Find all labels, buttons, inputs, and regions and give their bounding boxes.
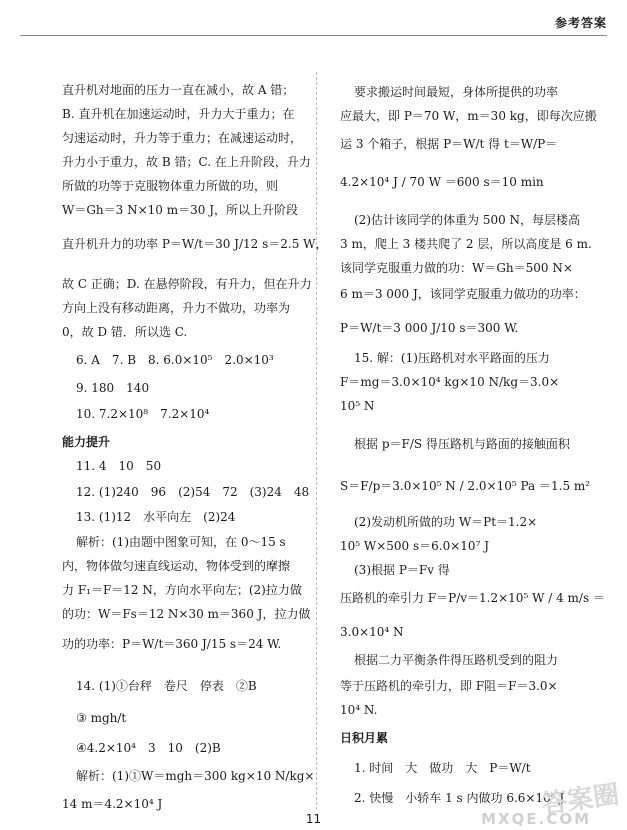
text-line: 要求搬运时间最短，身体所提供的功率 [354,85,559,99]
text-line: 14 m＝4.2×10⁴ J [62,797,163,811]
text-line: 力 F₁＝F＝12 N，方向水平向左；(2)拉力做 [62,583,302,597]
text-line: 0，故 D 错．所以选 C. [62,325,188,339]
text-line: 1. 时间 大 做功 大 P＝W/t [354,761,531,775]
text-line: 内，物体做匀速直线运动，物体受到的摩擦 [62,559,291,573]
text-line: (3)根据 P＝Fv 得 [354,563,450,577]
text-line: 压路机的牵引力 F＝P/v＝1.2×10⁵ W / 4 m/s ＝ [340,591,605,605]
text-line: F＝mg＝3.0×10⁴ kg×10 N/kg＝3.0× [340,375,560,389]
text-line: B. 直升机在加速运动时，升力大于重力；在 [62,107,295,121]
text-line: 解析：(1)①W＝mgh＝300 kg×10 N/kg× [76,769,315,783]
text-line: ③ mgh/t [76,711,127,725]
text-line: 12. (1)240 96 (2)54 72 (3)24 48 [76,485,310,499]
text-line: 10⁴ N. [340,703,378,717]
text-line: 14. (1)①台秤 卷尺 停表 ②B [76,679,257,693]
text-line: 运 3 个箱子，根据 P＝W/t 得 t＝W/P＝ [340,137,558,151]
text-line: 10⁵ N [340,399,375,413]
text-line: 3.0×10⁴ N [340,625,404,639]
text-line: 3 m，爬上 3 楼共爬了 2 层，所以高度是 6 m. [340,237,592,251]
text-line: P＝W/t＝3 000 J/10 s＝300 W. [340,321,519,335]
text-line: 根据 p＝F/S 得压路机与路面的接触面积 [354,437,570,451]
text-line: (2)发动机所做的功 W＝Pt＝1.2× [354,515,538,529]
text-line: 2. 快慢 小轿车 1 s 内做功 6.6×10⁴ J [354,791,565,805]
text-line: 10⁵ W×500 s＝6.0×10⁷ J [340,539,490,553]
text-line: 故 C 正确；D. 在悬停阶段，有升力，但在升力 [62,277,312,291]
text-line: ④4.2×10⁴ 3 10 (2)B [76,741,221,755]
text-line: 6. A 7. B 8. 6.0×10⁵ 2.0×10³ [76,353,274,367]
text-line: 功的功率：P＝W/t＝360 J/15 s＝24 W. [62,637,282,651]
text-line: 解析：(1)由题中图象可知，在 0～15 s [76,535,286,549]
right-column [340,0,610,830]
text-line: 应最大，即 P＝70 W，m＝30 kg，即每次应搬 [340,109,597,123]
text-line: 4.2×10⁴ J / 70 W ＝600 s＝10 min [340,175,544,189]
text-line: 直升机对地面的压力一直在减小，故 A 错； [62,83,295,97]
text-line: 9. 180 140 [76,381,150,395]
text-line: 该同学克服重力做的功：W＝Gh＝500 N× [340,261,573,275]
text-line: S＝F/p＝3.0×10⁵ N / 2.0×10⁵ Pa ＝1.5 m² [340,479,591,493]
text-line: 匀速运动时，升力等于重力；在减速运动时， [62,131,303,145]
text-line: 直升机升力的功率 P＝W/t＝30 J/12 s＝2.5 W， [62,237,328,251]
page-number: 11 [305,812,322,826]
text-line: W＝Gh＝3 N×10 m＝30 J，所以上升阶段 [62,203,299,217]
left-column [62,0,328,830]
text-line: 的功：W＝Fs＝12 N×30 m＝360 J，拉力做 [62,607,311,621]
watermark-logo: 答案圈 [539,779,622,821]
text-line: 等于压路机的牵引力，即 F阻＝F＝3.0× [340,679,558,693]
text-line: 13. (1)12 水平向左 (2)24 [76,510,236,524]
text-line: 所做的功等于克服物体重力所做的功，则 [62,179,279,193]
text-line: 11. 4 10 50 [76,459,162,473]
text-line: 15. 解：(1)压路机对水平路面的压力 [354,351,550,365]
section-heading: 能力提升 [62,435,111,449]
header-title: 参考答案 [554,16,607,30]
text-line: (2)估计该同学的体重为 500 N，每层楼高 [354,213,581,227]
text-line: 根据二力平衡条件得压路机受到的阻力 [354,653,559,667]
text-line: 10. 7.2×10⁸ 7.2×10⁴ [76,407,210,421]
watermark-url: MXQE.COM [481,810,591,828]
column-divider [316,72,317,810]
text-line: 6 m＝3 000 J，该同学克服重力做功的功率： [340,287,586,301]
text-line: 方向上没有移动距离，升力不做功，功率为 [62,301,291,315]
section-heading: 日积月累 [340,731,389,745]
text-line: 升力小于重力，故 B 错；C. 在上升阶段，升力 [62,155,311,169]
